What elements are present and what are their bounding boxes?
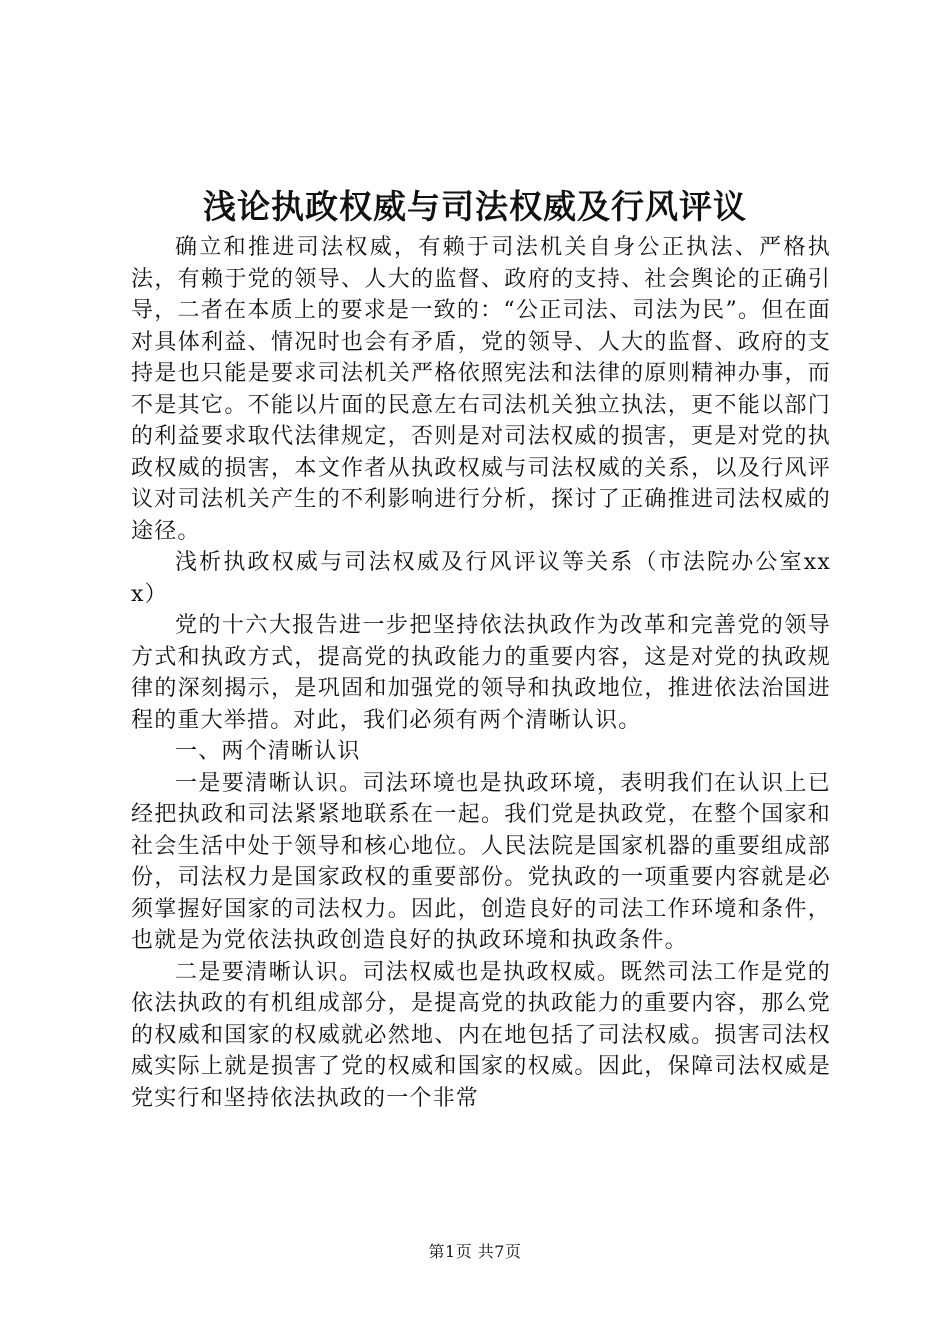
document-body — [131, 232, 831, 1114]
paragraph-point-two: 二是要清晰认识。司法权威也是执政权威。既然司法工作是党的依法执政的有机组成部分，是提高党的执政能力的重要内容，那么党的权威和国家的权威就必然地、内在地包括了司法权威。损害司法权威实际上就是损害了党的权威和国家的权威。因此，保障司法权威是党实行和坚持依法执政的一个非常 — [131, 959, 831, 1111]
section-heading: 一、两个清晰认识 — [175, 739, 361, 764]
paragraph-point-one: 一是要清晰认识。司法环境也是执政环境，表明我们在认识上已经把执政和司法紧紧地联系在一起。我们党是执政党，在整个国家和社会生活中处于领导和核心地位。人民法院是国家机器的重要组成部份，司法权力是国家政权的重要部份。党执政的一项重要内容就是必须掌握好国家的司法权力。因此，创造良好的司法工作环境和条件，也就是为党依法执政创造良好的执政环境和执政条件。 — [131, 770, 831, 953]
paragraph-subtitle: 浅析执政权威与司法权威及行风评议等关系（市法院办公室xxx） — [131, 550, 831, 607]
paragraph-abstract: 确立和推进司法权威，有赖于司法机关自身公正执法、严格执法，有赖于党的领导、人大的监督、政府的支持、社会舆论的正确引导，二者在本质上的要求是一致的：“公正司法、司法为民”。但在面对具体利益、情况时也会有矛盾，党的领导、人大的监督、政府的支持是也只能是要求司法机关严格依照宪法和法律的原则精神办事，而不是其它。不能以片面的民意左右司法机关独立执法，更不能以部门的利益要求取代法律规定，否则是对司法权威的损害，更是对党的执政权威的损害，本文作者从执政权威与司法权威的关系，以及行风评议对司法机关产生的不利影响进行分析，探讨了正确推进司法权威的途径。 — [131, 235, 831, 544]
document-title: 浅论执政权威与司法权威及行风评议 — [203, 187, 747, 226]
paragraph-intro: 党的十六大报告进一步把坚持依法执政作为改革和完善党的领导方式和执政方式，提高党的执政能力的重要内容，这是对党的执政规律的深刻揭示，是巩固和加强党的领导和执政地位，推进依法治国进程的重大举措。对此，我们必须有两个清晰认识。 — [131, 613, 831, 733]
page-number-footer: 第1页 共7页 — [428, 1242, 522, 1261]
